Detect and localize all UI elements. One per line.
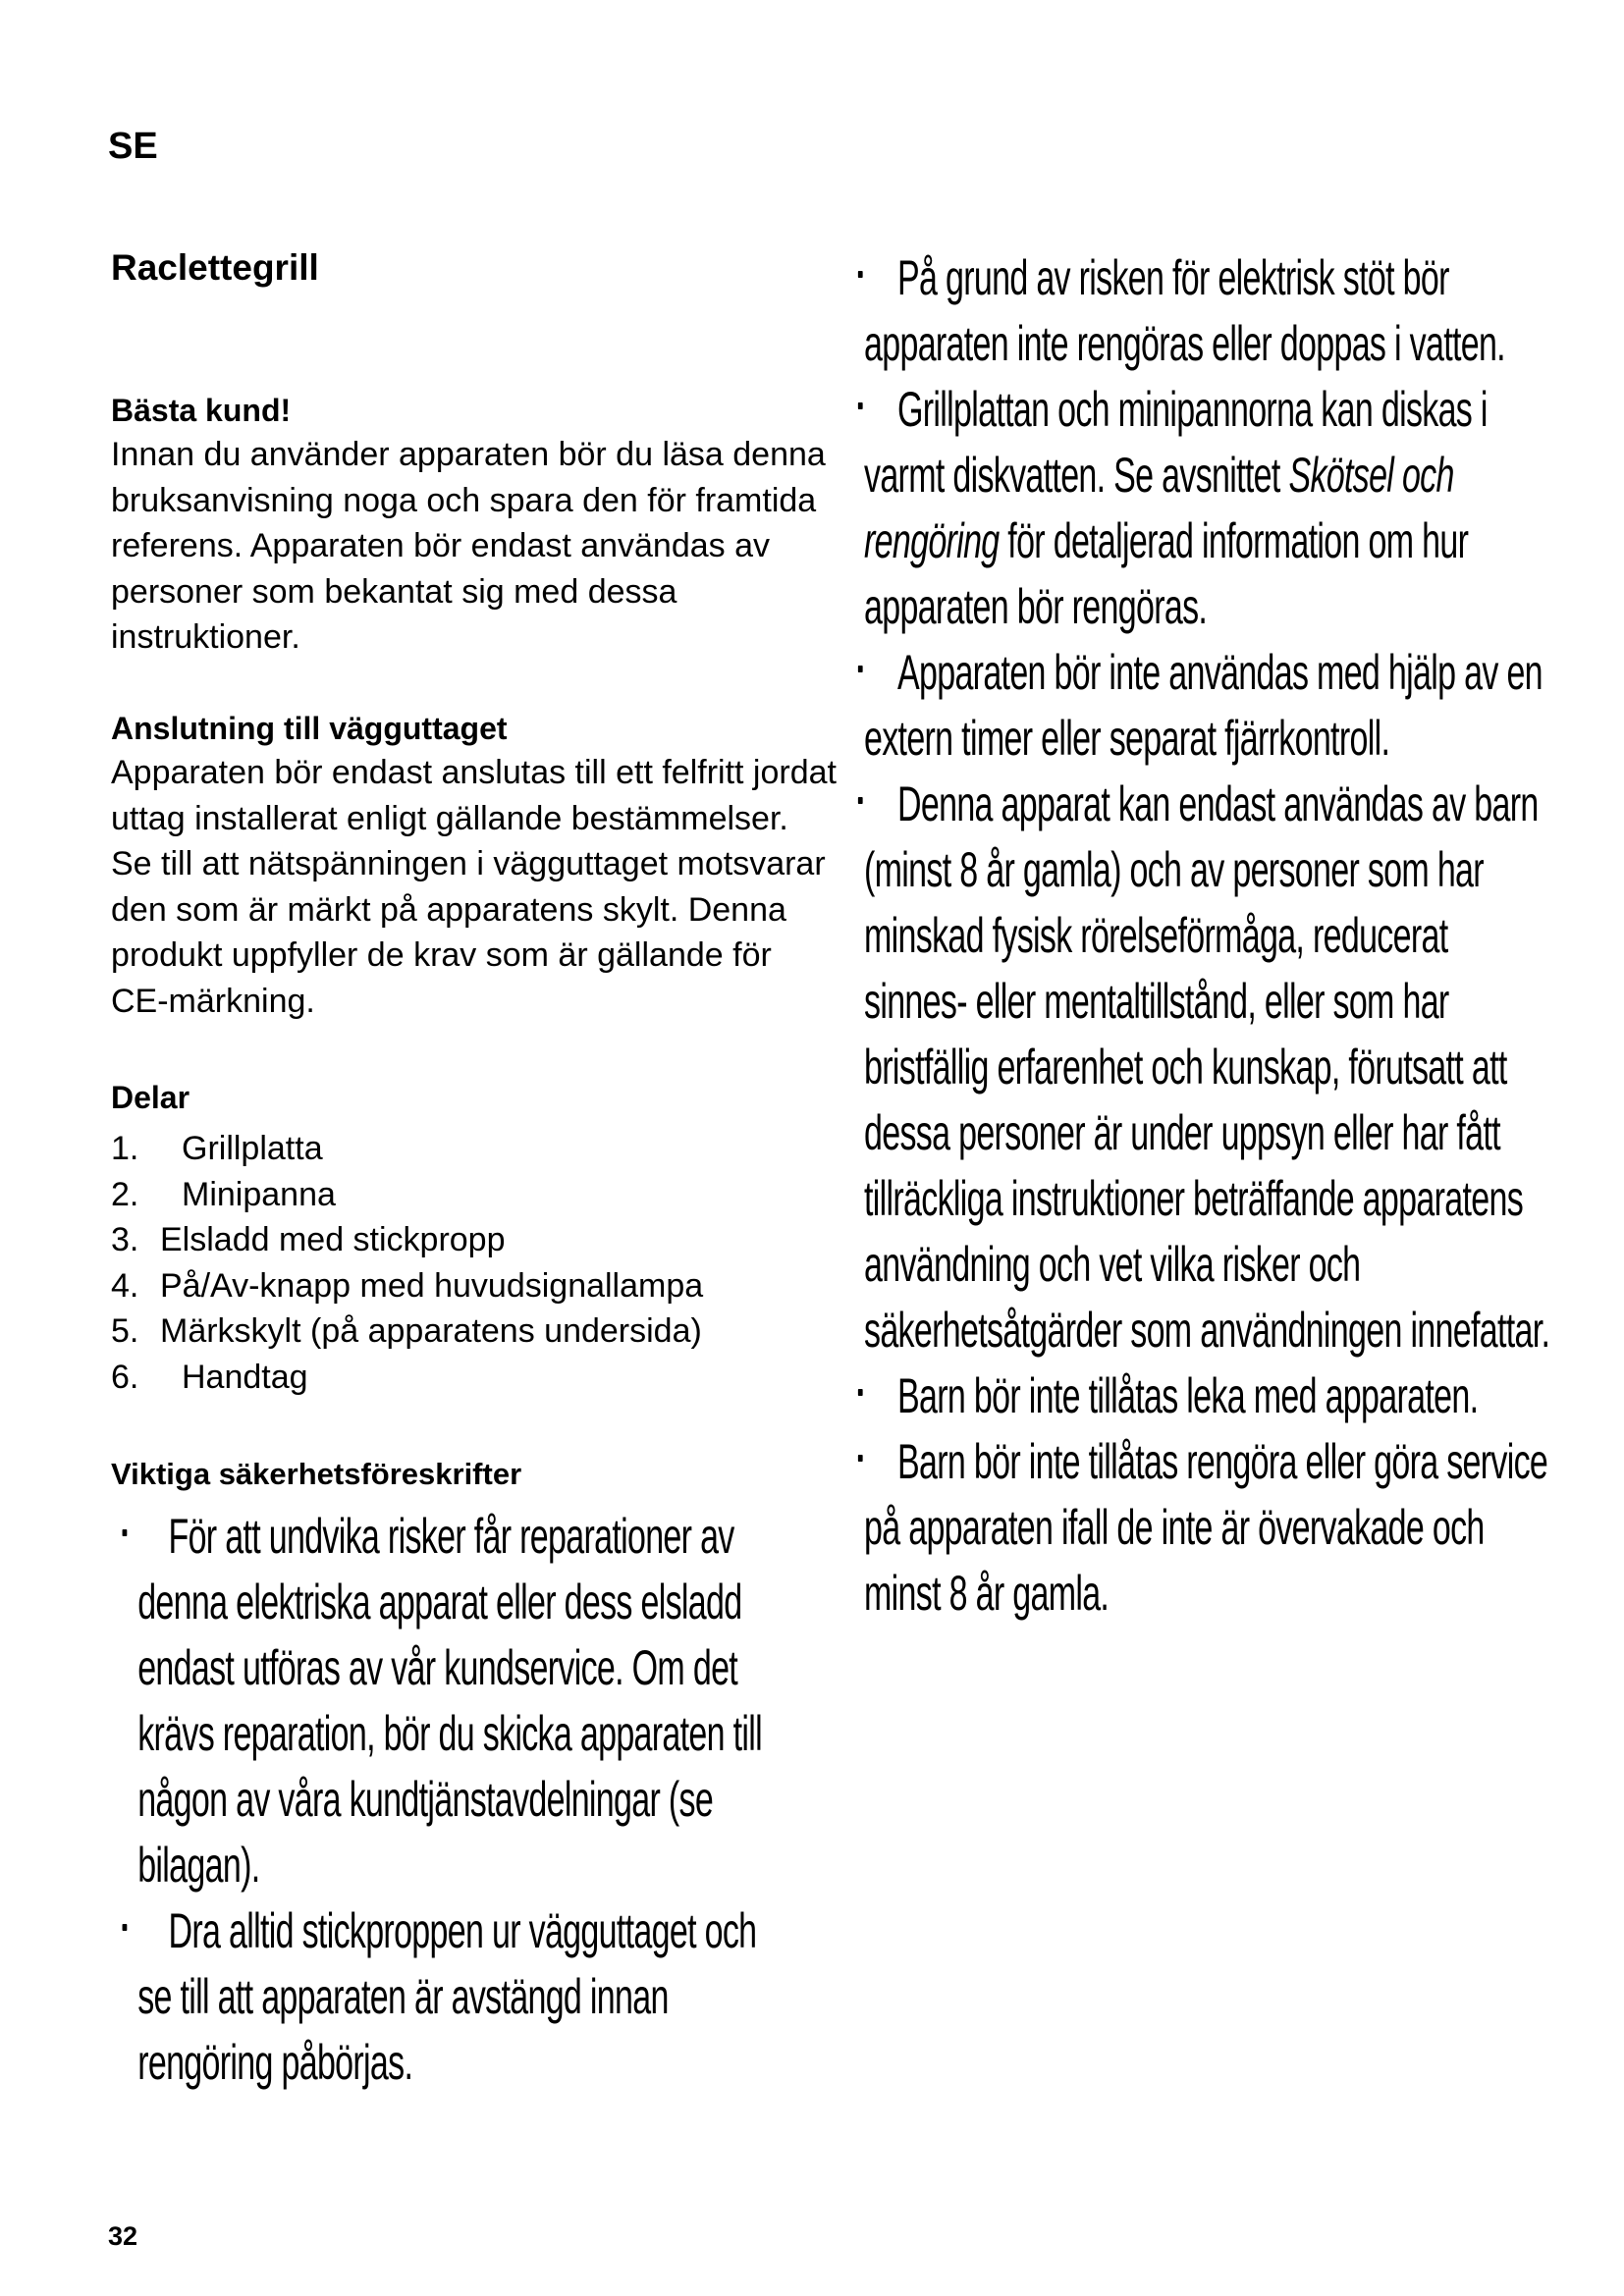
parts-list-item: 6. Handtag [111,1358,308,1396]
parts-list-item: 5. Märkskylt (på apparatens undersida) [111,1312,702,1350]
intro-text: Innan du använder apparaten bör du läsa denna bruksanvisning noga och spara den för framtida referens. Apparaten bör endast användas av personer som bekantat sig med dessa instruktioner. [111,436,826,656]
safety-item: Apparaten bör inte användas med hjälp av en extern timer eller separat fjärrkontroll. [864,640,1551,772]
safety-item: Dra alltid stickproppen ur vägguttaget och se till att apparaten är avstängd innan rengöring påbörjas. [111,1898,792,2096]
safety-item: Denna apparat kan endast användas av barn (minst 8 år gamla) och av personer som har minskad fysisk rörelseförmåga, reducerat sinnes- eller mentaltillstånd, eller som har bristfällig erfarenhet och kunskap, förutsatt att dessa personer är under uppsyn eller har fått tillräckliga instruktioner beträffande apparatens användning och vet vilka risker och säkerhetsåtgärder som användningen innefattar. [864,772,1551,1363]
connection-heading: Anslutning till vägguttaget [111,711,508,746]
connection-text: Apparaten bör endast anslutas till ett felfritt jordat uttag installerat enligt gällande bestämmelser. Se till att nätspänningen i vägguttaget motsvarar den som är märkt på apparatens skylt. Denna produkt uppfyller de krav som är gällande för CE-märkning. [111,754,837,1020]
safety-item: Barn bör inte tillåtas leka med apparaten. [864,1363,1551,1429]
parts-list-item: 2. Minipanna [111,1175,336,1213]
parts-heading: Delar [111,1080,190,1115]
intro-heading: Bästa kund! [111,393,292,428]
section-reference: Skötsel och rengöring [864,448,1454,568]
safety-item: För att undvika risker får reparationer av denna elektriska apparat eller dess elsladd endast utföras av vår kundservice. Om det krävs reparation, bör du skicka apparaten till någon av våra kundtjänstavdelningar (se bilagan). [111,1504,792,1898]
parts-list [111,1126,703,1400]
safety-heading: Viktiga säkerhetsföreskrifter [111,1457,522,1491]
parts-list-item: 1. Grillplatta [111,1130,323,1167]
safety-list-right [864,245,1551,1627]
safety-item: Grillplattan och minipannorna kan diskas i varmt diskvatten. Se avsnittet Skötsel och rengöring för detaljerad information om hur apparaten bör rengöras. [864,377,1551,640]
language-code: SE [108,126,158,167]
safety-list-left [111,1504,792,2096]
page-number: 32 [108,2221,138,2251]
parts-list-item: 4. På/Av-knapp med huvudsignallampa [111,1266,704,1305]
safety-item: Barn bör inte tillåtas rengöra eller göra service på apparaten ifall de inte är övervakade och minst 8 år gamla. [864,1429,1551,1627]
parts-list-item: 3. Elsladd med stickpropp [111,1221,506,1258]
safety-item: På grund av risken för elektrisk stöt bör apparaten inte rengöras eller doppas i vatten. [864,245,1551,377]
page-title: Raclettegrill [111,247,319,288]
